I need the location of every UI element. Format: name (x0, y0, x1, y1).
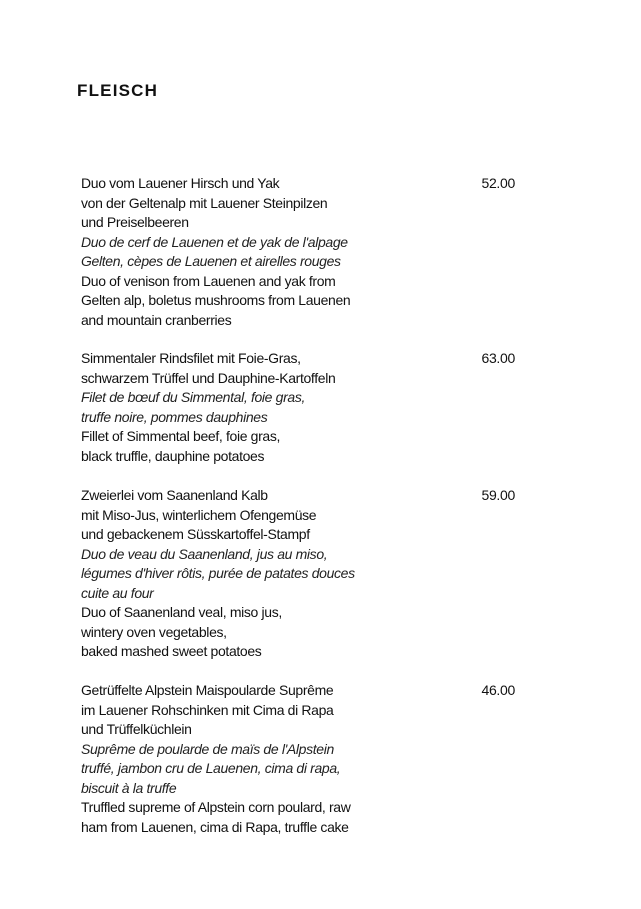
menu-item-description (81, 681, 521, 837)
dish-text-fr: Duo de veau du Saanenland, jus au miso, (81, 545, 328, 562)
menu-item (81, 681, 521, 837)
section-title: FLEISCH (77, 81, 159, 100)
dish-text-en: baked mashed sweet potatoes (81, 643, 262, 659)
dish-text-en: Duo of venison from Lauenen and yak from (81, 272, 336, 289)
dish-text-de: Getrüffelte Alpstein Maispoularde Suprême (81, 682, 334, 698)
dish-text-en: Fillet of Simmental beef, foie gras, (81, 428, 281, 444)
menu-item-description (81, 486, 521, 662)
dish-text-de: und Trüffelküchlein (81, 721, 192, 737)
dish-text-de: Simmentaler Rindsfilet mit Foie-Gras, (81, 350, 301, 366)
dish-text-fr: truffe noire, pommes dauphines (81, 408, 268, 425)
dish-text-de: mit Miso-Jus, winterlichem Ofengemüse (81, 506, 317, 523)
dish-text-fr: biscuit à la truffe (81, 779, 177, 796)
dish-text-de: Zweierlei vom Saanenland Kalb (81, 487, 268, 503)
dish-text-en: Duo of Saanenland veal, miso jus, (81, 604, 282, 620)
dish-text-fr: Gelten, cèpes de Lauenen et airelles rouges (81, 253, 341, 269)
dish-text-de: im Lauener Rohschinken mit Cima di Rapa (81, 701, 334, 718)
dish-text-en: black truffle, dauphine potatoes (81, 447, 265, 464)
menu-item-description (81, 349, 521, 466)
dish-text-en: ham from Lauenen, cima di Rapa, truffle cake (81, 818, 349, 835)
dish-text-en: wintery oven vegetables, (81, 623, 227, 640)
dish-text-de: Duo vom Lauener Hirsch und Yak (81, 175, 280, 191)
dish-price: 46.00 (481, 682, 515, 698)
dish-text-fr: légumes d'hiver rôtis, purée de patates douces (81, 565, 355, 581)
dish-text-fr: Suprême de poularde de maïs de l'Alpstein (81, 740, 334, 757)
dish-text-en: Gelten alp, boletus mushrooms from Lauenen (81, 292, 351, 308)
dish-text-fr: Filet de bœuf du Simmental, foie gras, (81, 389, 306, 405)
menu-item (81, 486, 521, 662)
dish-price: 59.00 (481, 487, 515, 503)
dish-text-fr: truffé, jambon cru de Lauenen, cima di rapa, (81, 760, 341, 776)
dish-text-en: Truffled supreme of Alpstein corn poulard, raw (81, 799, 351, 815)
dish-text-fr: Duo de cerf de Lauenen et de yak de l'alpage (81, 233, 348, 250)
dish-text-fr: cuite au four (81, 584, 154, 601)
dish-text-en: and mountain cranberries (81, 311, 232, 328)
dish-text-de: von der Geltenalp mit Lauener Steinpilzen (81, 194, 328, 211)
dish-price: 52.00 (481, 175, 515, 191)
dish-text-de: und gebackenem Süsskartoffel-Stampf (81, 526, 310, 542)
menu-item (81, 174, 521, 330)
dish-price: 63.00 (481, 350, 515, 366)
menu-item-description (81, 174, 521, 330)
dish-text-de: und Preiselbeeren (81, 214, 189, 230)
menu-item (81, 349, 521, 466)
dish-text-de: schwarzem Trüffel und Dauphine-Kartoffeln (81, 369, 336, 386)
